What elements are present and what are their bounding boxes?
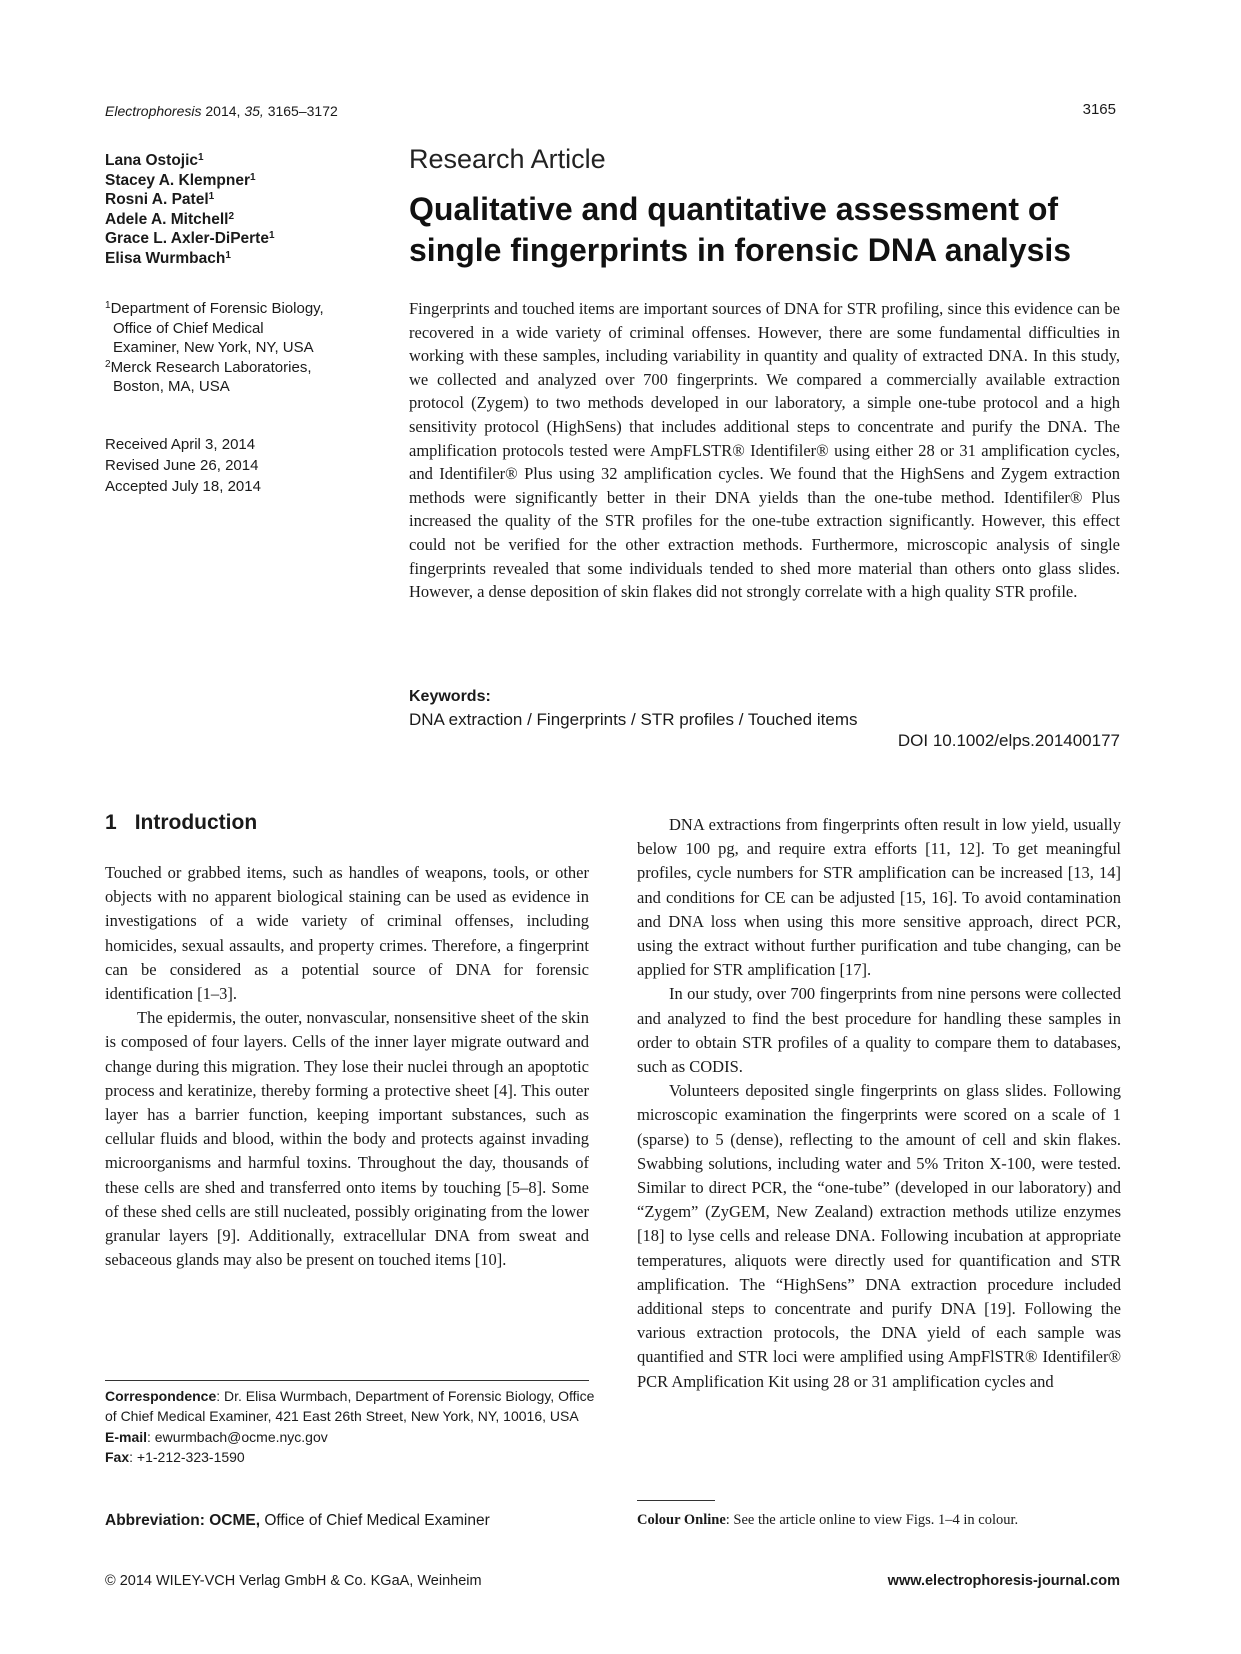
body-paragraph: Volunteers deposited single fingerprints on glass slides. Following microscopic examination the fingerprints were scored on a scale of 1 (sparse) to 5 (dense), reflecting to the amount of cell and skin flakes. Swabbing solutions, including water and 5% Triton X-100, were tested. Similar to direct PCR, the “one-tube” (developed in our laboratory) and “Zygem” (ZyGEM, New Zealand) extraction methods utilize enzymes [18] to lyse cells and release DNA. Following incubation at appropriate temperatures, aliquots were directly used for quantification and STR amplification. The “HighSens” DNA extraction procedure included additional steps to concentrate and purify DNA [19]. Following the various extraction protocols, the DNA yield of each sample was quantified and STR loci were amplified using AmpFlSTR® Identifiler® PCR Amplification Kit using 28 or 31 amplification cycles and	[637, 1081, 1121, 1391]
keywords: DNA extraction / Fingerprints / STR profiles / Touched items	[409, 710, 858, 729]
affiliation-list	[105, 299, 324, 397]
email-address: : ewurmbach@ocme.nyc.gov	[147, 1428, 328, 1445]
body-paragraph: Touched or grabbed items, such as handles of weapons, tools, or other objects with no apparent biological staining can be used as evidence in investigations of a wide variety of criminal offenses, including homicides, sexual assaults, and property crimes. Therefore, a fingerprint can be considered as a potential source of DNA for forensic identification [1–3].	[105, 863, 589, 1004]
body-paragraph: DNA extractions from fingerprints often result in low yield, usually below 100 pg, and require extra efforts [11, 12]. To get meaningful profiles, cycle numbers for STR amplification can be increased [13, 14] and conditions for CE can be adjusted [15, 16]. To avoid contamination and DNA loss when using this more sensitive approach, direct PCR, using the extract without further purification and tube changing, can be applied for STR amplification [17].	[637, 815, 1121, 980]
section-title: Introduction	[134, 811, 258, 834]
affiliation-line: Examiner, New York, NY, USA	[113, 339, 314, 356]
body-column-left	[105, 861, 589, 1272]
journal-volume: 35,	[244, 103, 264, 119]
journal-year: 2014,	[205, 103, 241, 119]
author-list	[105, 151, 275, 268]
body-column-right	[637, 813, 1121, 1394]
author: Elisa Wurmbach$^1$	[105, 249, 231, 267]
keywords-label: Keywords:	[409, 688, 491, 705]
section-number: 1	[105, 811, 117, 834]
body-paragraph: In our study, over 700 fingerprints from nine persons were collected and analyzed to find the best procedure for handling these samples in order to obtain STR profiles of a quality to compare them to databases, such as CODIS.	[637, 984, 1121, 1077]
section-heading	[105, 811, 257, 835]
received-date: Received April 3, 2014	[105, 436, 256, 453]
journal-citation	[105, 103, 338, 119]
revised-date: Revised June 26, 2014	[105, 457, 259, 474]
colour-online-note: Colour Online: See the article online to view Figs. 1–4 in colour.	[637, 1512, 1019, 1528]
body-paragraph: The epidermis, the outer, nonvascular, nonsensitive sheet of the skin is composed of four layers. Cells of the inner layer migrate outward and change during this migration. They lose their nuclei through an apoptotic process and keratinize, thereby forming a protective sheet [4]. This outer layer has a barrier function, keeping important substances, such as cellular fluids and blood, within the body and protects against invading microorganisms and harmful toxins. Throughout the day, thousands of these cells are shed and transferred onto items by touching [5–8]. Some of these shed cells are still nucleated, possibly originating from the lower granular layers [9]. Additionally, extracellular DNA from sweat and sebaceous glands may also be present on touched items [10].	[105, 1008, 589, 1270]
author: Lana Ostojic$^1$	[105, 152, 204, 169]
article-dates	[105, 434, 261, 497]
affiliation: $^1$Department of Forensic Biology,	[105, 300, 324, 317]
article-type: Research Article	[409, 144, 606, 174]
affiliation-line: Office of Chief Medical	[113, 319, 264, 337]
footnote-divider	[105, 1380, 589, 1381]
abstract: Fingerprints and touched items are important sources of DNA for STR profiling, since this evidence can be recovered in a wide variety of criminal offenses. However, there are some fundamental difficulties in working with these samples, including variability in quantity and quality of extracted DNA. In this study, we collected and analyzed over 700 fingerprints. We compared a commercially available extraction protocol (Zygem) to two methods developed in our laboratory, a simple one-tube protocol and a high sensitivity protocol (HighSens) that includes additional steps to concentrate and purify the DNA. The amplification protocols tested were AmpFLSTR® Identifiler® using either 28 or 31 amplification cycles, and Identifiler® Plus using 32 amplification cycles. We found that the HighSens and Zygem extraction methods were significantly better in their DNA yields than the one-tube method. Identifiler® Plus increased the quality of the STR profiles for the one-tube extraction significantly. However, this effect could not be verified for the other extraction methods. Furthermore, microscopic analysis of single fingerprints revealed that some individuals tended to shed more material than others onto glass slides. However, a dense deposition of skin flakes did not strongly correlate with a high quality STR profile.	[409, 299, 1120, 602]
author: Rosni A. Patel$^1$	[105, 191, 215, 208]
accepted-date: Accepted July 18, 2014	[105, 478, 261, 495]
article-title: Qualitative and quantitative assessment of single fingerprints in forensic DNA analysis	[409, 191, 1072, 268]
fax-number: : +1-212-323-1590	[129, 1448, 245, 1465]
doi: DOI 10.1002/elps.201400177	[897, 731, 1120, 750]
affiliation-line: Boston, MA, USA	[113, 378, 230, 395]
footnote-divider	[637, 1500, 715, 1501]
author: Grace L. Axler-DiPerte$^1$	[105, 230, 275, 247]
author: Adele A. Mitchell$^2$	[105, 210, 235, 228]
copyright: © 2014 WILEY-VCH Verlag GmbH & Co. KGaA, Weinheim	[105, 1573, 482, 1589]
author: Stacey A. Klempner$^1$	[105, 171, 256, 189]
journal-website: www.electrophoresis-journal.com	[887, 1573, 1120, 1589]
affiliation: $^2$Merck Research Laboratories,	[105, 358, 312, 376]
journal-name: Electrophoresis	[105, 103, 202, 119]
journal-pages: 3165–3172	[267, 103, 338, 119]
abbreviation-note: Abbreviation: OCME, Office of Chief Medical Examiner	[105, 1512, 490, 1529]
correspondence-note: Correspondence: Dr. Elisa Wurmbach, Department of Forensic Biology, Office of Chief Medical Examiner, 421 East 26th Street, New York, NY, 10016, USA E-mail: ewurmbach@ocme.nyc.gov Fax: +1-212-323-1590	[105, 1388, 595, 1465]
page-number: 3165	[1082, 101, 1116, 118]
